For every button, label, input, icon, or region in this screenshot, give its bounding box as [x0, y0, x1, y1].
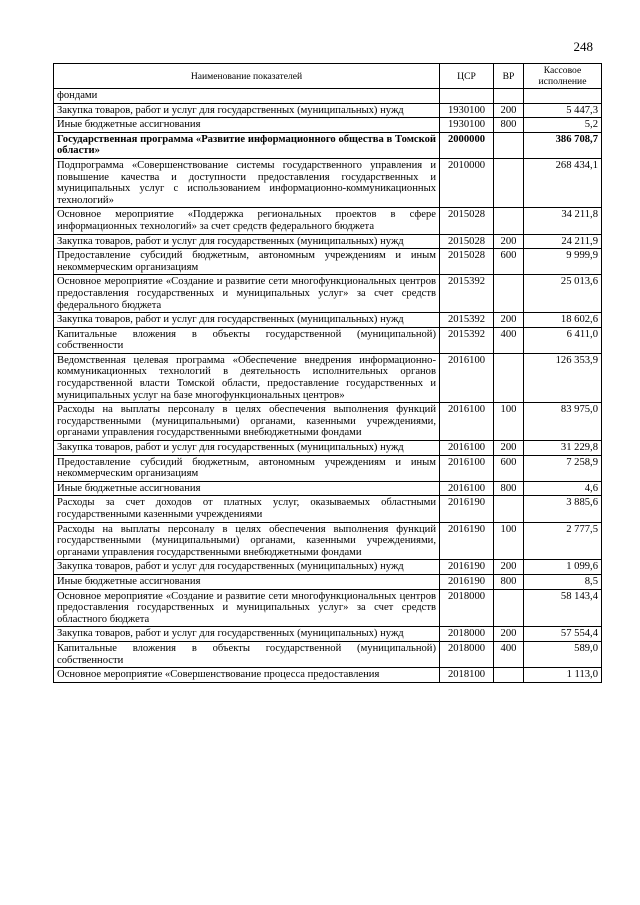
row-vr: 100	[494, 522, 524, 560]
row-amount: 24 211,9	[524, 234, 602, 249]
row-amount: 58 143,4	[524, 589, 602, 627]
row-vr	[494, 668, 524, 683]
table-row	[54, 234, 602, 249]
row-amount: 7 258,9	[524, 455, 602, 481]
row-vr: 200	[494, 313, 524, 328]
table-row	[54, 275, 602, 313]
table-row	[54, 132, 602, 158]
table-row	[54, 327, 602, 353]
row-amount: 34 211,8	[524, 208, 602, 234]
row-vr: 400	[494, 641, 524, 667]
table-row	[54, 208, 602, 234]
row-csr: 1930100	[440, 103, 494, 118]
row-name: Расходы за счет доходов от платных услуг, оказываемых областными государственными казенными учреждениями	[54, 496, 440, 522]
row-name: Закупка товаров, работ и услуг для государственных (муниципальных) нужд	[54, 313, 440, 328]
row-csr: 2016190	[440, 496, 494, 522]
row-name: Расходы на выплаты персоналу в целях обеспечения выполнения функций государственными (муниципальными) органами, казенными учреждениями, органами управления государственными внебюджетными фондами	[54, 522, 440, 560]
row-amount: 4,6	[524, 481, 602, 496]
table-row	[54, 522, 602, 560]
row-csr: 2016100	[440, 353, 494, 402]
row-vr: 600	[494, 249, 524, 275]
row-vr: 600	[494, 455, 524, 481]
row-vr	[494, 208, 524, 234]
row-vr: 800	[494, 574, 524, 589]
row-name: Подпрограмма «Совершенствование системы государственного управления и повышение качества и доступности предоставления государственных и муниципальных услуг с использованием информационно-коммуникационных технологий»	[54, 158, 440, 207]
row-vr: 200	[494, 441, 524, 456]
row-vr	[494, 496, 524, 522]
row-csr: 2015392	[440, 313, 494, 328]
row-csr: 2016190	[440, 560, 494, 575]
header-csr: ЦСР	[440, 64, 494, 89]
row-amount: 126 353,9	[524, 353, 602, 402]
row-vr: 400	[494, 327, 524, 353]
table-row	[54, 118, 602, 133]
row-vr: 200	[494, 103, 524, 118]
table-row	[54, 574, 602, 589]
row-amount: 3 885,6	[524, 496, 602, 522]
row-amount: 9 999,9	[524, 249, 602, 275]
row-amount: 57 554,4	[524, 627, 602, 642]
row-csr: 2015392	[440, 327, 494, 353]
table-row	[54, 627, 602, 642]
row-vr	[494, 89, 524, 104]
row-name: Основное мероприятие «Совершенствование процесса предоставления	[54, 668, 440, 683]
row-csr: 2016190	[440, 522, 494, 560]
row-vr	[494, 353, 524, 402]
row-name: Закупка товаров, работ и услуг для государственных (муниципальных) нужд	[54, 627, 440, 642]
table-row	[54, 403, 602, 441]
row-name: Государственная программа «Развитие информационного общества в Томской области»	[54, 132, 440, 158]
row-csr: 2018100	[440, 668, 494, 683]
row-csr: 2015028	[440, 249, 494, 275]
row-name: Закупка товаров, работ и услуг для государственных (муниципальных) нужд	[54, 560, 440, 575]
row-csr: 2015028	[440, 234, 494, 249]
budget-execution-table	[53, 63, 602, 683]
row-amount: 2 777,5	[524, 522, 602, 560]
row-amount: 31 229,8	[524, 441, 602, 456]
row-csr: 2016100	[440, 403, 494, 441]
table-row	[54, 158, 602, 207]
row-amount: 18 602,6	[524, 313, 602, 328]
row-csr: 2015028	[440, 208, 494, 234]
row-amount: 1 113,0	[524, 668, 602, 683]
row-amount: 5,2	[524, 118, 602, 133]
header-name: Наименование показателей	[54, 64, 440, 89]
row-amount: 1 099,6	[524, 560, 602, 575]
page-number: 248	[573, 39, 593, 54]
row-vr: 100	[494, 403, 524, 441]
row-csr: 2015392	[440, 275, 494, 313]
row-name: Иные бюджетные ассигнования	[54, 481, 440, 496]
row-name: Закупка товаров, работ и услуг для государственных (муниципальных) нужд	[54, 441, 440, 456]
row-csr: 2016100	[440, 441, 494, 456]
row-name: Основное мероприятие «Создание и развитие сети многофункциональных центров предоставления государственных и муниципальных услуг» за счет средств федерального бюджета	[54, 275, 440, 313]
table-row	[54, 89, 602, 104]
table-row	[54, 481, 602, 496]
row-amount: 25 013,6	[524, 275, 602, 313]
row-amount: 8,5	[524, 574, 602, 589]
row-csr: 2000000	[440, 132, 494, 158]
row-name: Основное мероприятие «Поддержка региональных проектов в сфере информационных технологий» за счет средств федерального бюджета	[54, 208, 440, 234]
row-amount: 386 708,7	[524, 132, 602, 158]
row-vr	[494, 275, 524, 313]
table-row	[54, 353, 602, 402]
row-name: Расходы на выплаты персоналу в целях обеспечения выполнения функций государственными (муниципальными) органами, казенными учреждениями, органами управления государственными внебюджетными фондами	[54, 403, 440, 441]
row-name: Основное мероприятие «Создание и развитие сети многофункциональных центров предоставления государственных и муниципальных услуг» за счет средств областного бюджета	[54, 589, 440, 627]
header-vr: ВР	[494, 64, 524, 89]
table-row	[54, 313, 602, 328]
row-name: фондами	[54, 89, 440, 104]
row-csr: 2018000	[440, 589, 494, 627]
table-row	[54, 496, 602, 522]
row-csr: 1930100	[440, 118, 494, 133]
row-amount	[524, 89, 602, 104]
row-name: Предоставление субсидий бюджетным, автономным учреждениям и иным некоммерческим организациям	[54, 455, 440, 481]
row-csr: 2018000	[440, 641, 494, 667]
row-vr	[494, 158, 524, 207]
row-vr: 800	[494, 118, 524, 133]
row-csr: 2018000	[440, 627, 494, 642]
row-amount: 83 975,0	[524, 403, 602, 441]
row-amount: 589,0	[524, 641, 602, 667]
row-csr: 2010000	[440, 158, 494, 207]
row-vr: 200	[494, 560, 524, 575]
row-amount: 5 447,3	[524, 103, 602, 118]
table-row	[54, 641, 602, 667]
row-name: Закупка товаров, работ и услуг для государственных (муниципальных) нужд	[54, 234, 440, 249]
table-header-row	[54, 64, 602, 89]
row-name: Капитальные вложения в объекты государственной (муниципальной) собственности	[54, 327, 440, 353]
header-amount: Кассовое исполнение	[524, 64, 602, 89]
row-vr: 200	[494, 234, 524, 249]
table-row	[54, 560, 602, 575]
table-row	[54, 441, 602, 456]
table-row	[54, 103, 602, 118]
row-vr	[494, 589, 524, 627]
row-name: Иные бюджетные ассигнования	[54, 118, 440, 133]
row-vr	[494, 132, 524, 158]
row-name: Капитальные вложения в объекты государственной (муниципальной) собственности	[54, 641, 440, 667]
row-name: Ведомственная целевая программа «Обеспечение внедрения информационно-коммуникационных технологий в деятельность исполнительных органов государственной власти Томской области, предоставление государственных и муниципальных услуг на базе многофункциональных центров»	[54, 353, 440, 402]
table-row	[54, 668, 602, 683]
row-csr	[440, 89, 494, 104]
table-row	[54, 249, 602, 275]
row-amount: 268 434,1	[524, 158, 602, 207]
row-vr: 200	[494, 627, 524, 642]
row-csr: 2016190	[440, 574, 494, 589]
table-row	[54, 589, 602, 627]
row-csr: 2016100	[440, 481, 494, 496]
row-name: Иные бюджетные ассигнования	[54, 574, 440, 589]
row-name: Закупка товаров, работ и услуг для государственных (муниципальных) нужд	[54, 103, 440, 118]
table-row	[54, 455, 602, 481]
row-amount: 6 411,0	[524, 327, 602, 353]
row-vr: 800	[494, 481, 524, 496]
row-name: Предоставление субсидий бюджетным, автономным учреждениям и иным некоммерческим организациям	[54, 249, 440, 275]
row-csr: 2016100	[440, 455, 494, 481]
